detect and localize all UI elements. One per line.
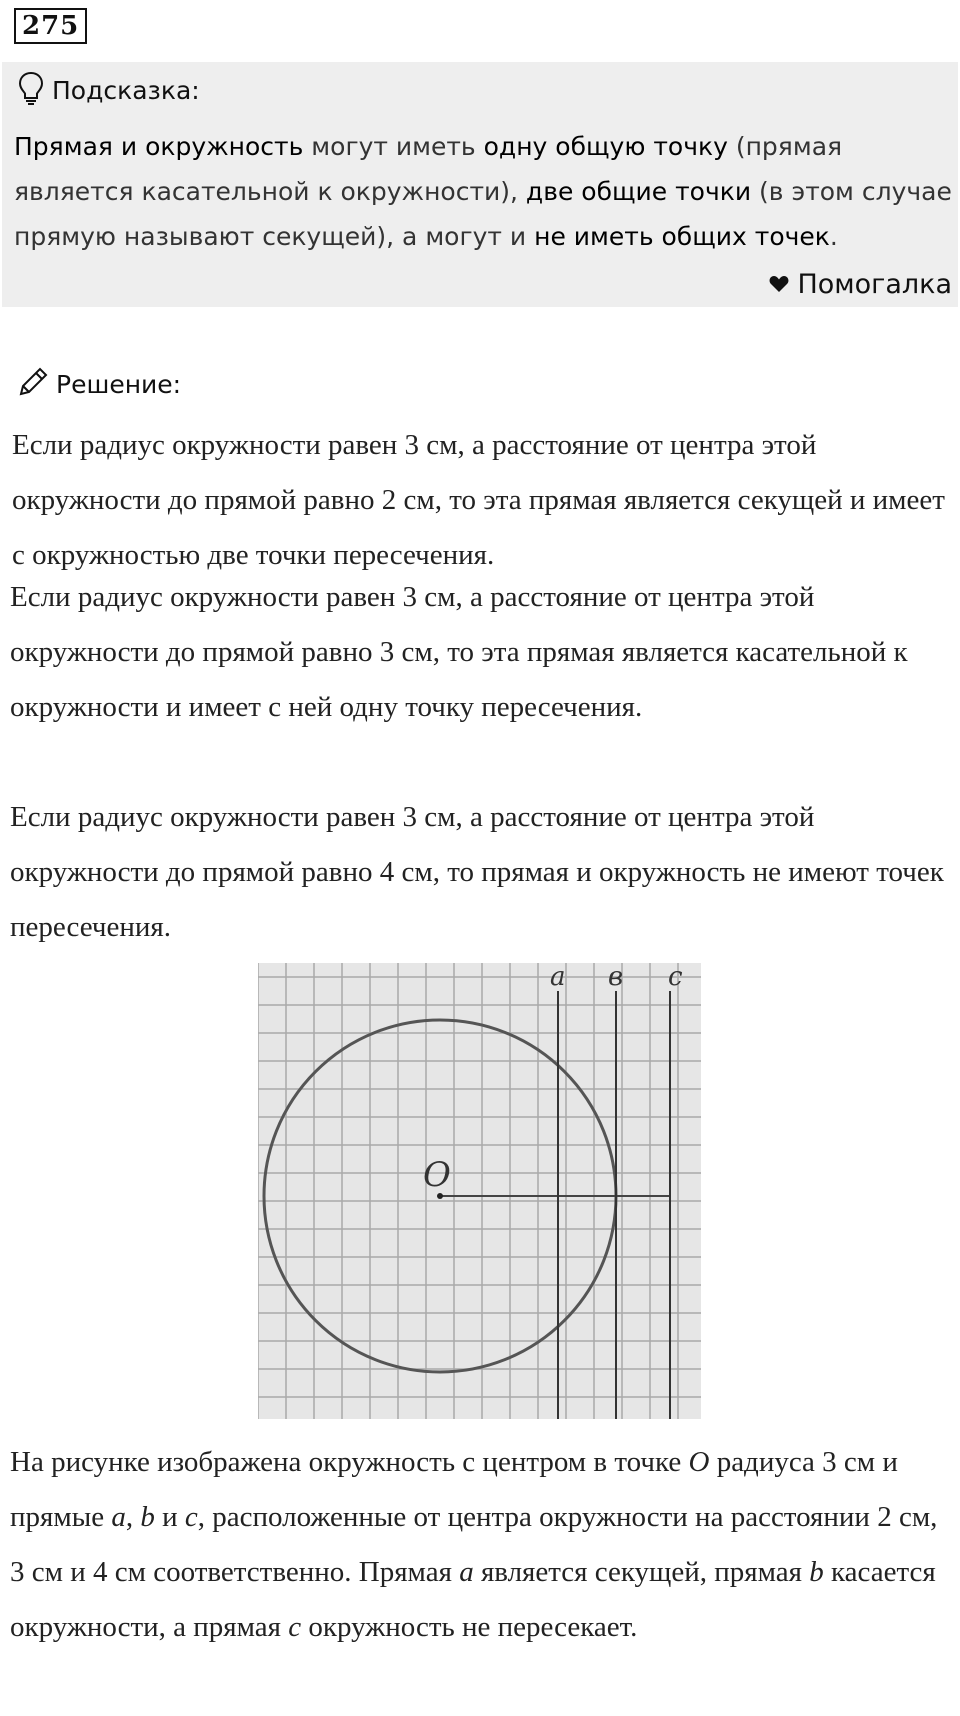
center-label: O <box>423 1155 451 1195</box>
credit[interactable] <box>769 264 952 304</box>
text-run: и <box>154 1501 185 1533</box>
solution-title: Решение: <box>56 369 182 399</box>
math-var: c <box>288 1611 302 1643</box>
solution-header <box>16 364 181 404</box>
paragraph-text: Если радиус окружности равен 3 см, а расстояние от центра этой окружности до прямой равно 3 см, то эта прямая является касательной к окружности и имеет с ней одну точку пересечения. <box>10 581 908 723</box>
credit-label: Помогалка <box>797 268 952 300</box>
math-var: a <box>459 1556 474 1588</box>
lightbulb-icon <box>18 71 44 110</box>
line-label-c: c <box>668 963 683 992</box>
text-run: касается окружности, а прямая <box>10 1556 936 1643</box>
hint-text-part: две общие точки <box>525 177 752 206</box>
hint-text-part: не иметь общих точек <box>534 222 830 251</box>
solution-paragraph-1 <box>12 418 952 583</box>
line-label-b: в <box>608 963 624 992</box>
grid-lines <box>258 963 701 1419</box>
text-run: , расположенные от центра окружности на расстоянии 2 см, 3 см и 4 см соответственно. Прямая <box>10 1501 938 1588</box>
conclusion-paragraph <box>10 1435 950 1655</box>
hint-text-part: (в этом случае прямую называют секущей), а могут и <box>14 177 952 251</box>
math-var: b <box>140 1501 155 1533</box>
paragraph-text: Если радиус окружности равен 3 см, а расстояние от центра этой окружности до прямой равно 2 см, то эта прямая является секущей и имеет с окружностью две точки пересечения. <box>12 429 945 571</box>
text-run: окружность не пересекает. <box>301 1611 638 1643</box>
solution-paragraph-3 <box>10 790 950 955</box>
math-var: a <box>111 1501 126 1533</box>
solution-paragraph-2 <box>10 570 950 735</box>
hint-header <box>18 70 200 110</box>
pencil-icon <box>16 365 50 404</box>
math-var: c <box>184 1501 198 1533</box>
hint-text-part: (прямая является касательной к окружности), <box>14 132 843 206</box>
paragraph-text <box>10 1435 950 1655</box>
task-number: 275 <box>14 8 87 44</box>
hint-box <box>2 62 958 307</box>
hint-text-part: могут иметь <box>303 132 484 161</box>
hint-text-part: . <box>829 222 838 251</box>
hint-title: Подсказка: <box>52 75 200 105</box>
heart-icon <box>769 269 789 300</box>
math-var: b <box>809 1556 824 1588</box>
text-run: радиуса 3 см и прямые <box>10 1446 898 1533</box>
line-label-a: a <box>550 963 566 992</box>
figure-circle-lines <box>258 963 701 1419</box>
hint-text-part: Прямая и окружность <box>14 132 304 161</box>
paragraph-text: Если радиус окружности равен 3 см, а расстояние от центра этой окружности до прямой равно 4 см, то прямая и окружность не имеют точек пересечения. <box>10 801 944 943</box>
text-run: , <box>125 1501 141 1533</box>
text-run: является секущей, прямая <box>473 1556 810 1588</box>
hint-text <box>14 124 954 259</box>
text-run: На рисунке изображена окружность с центром в точке <box>10 1446 689 1478</box>
hint-text-part: одну общую точку <box>483 132 728 161</box>
math-var: O <box>688 1446 710 1478</box>
